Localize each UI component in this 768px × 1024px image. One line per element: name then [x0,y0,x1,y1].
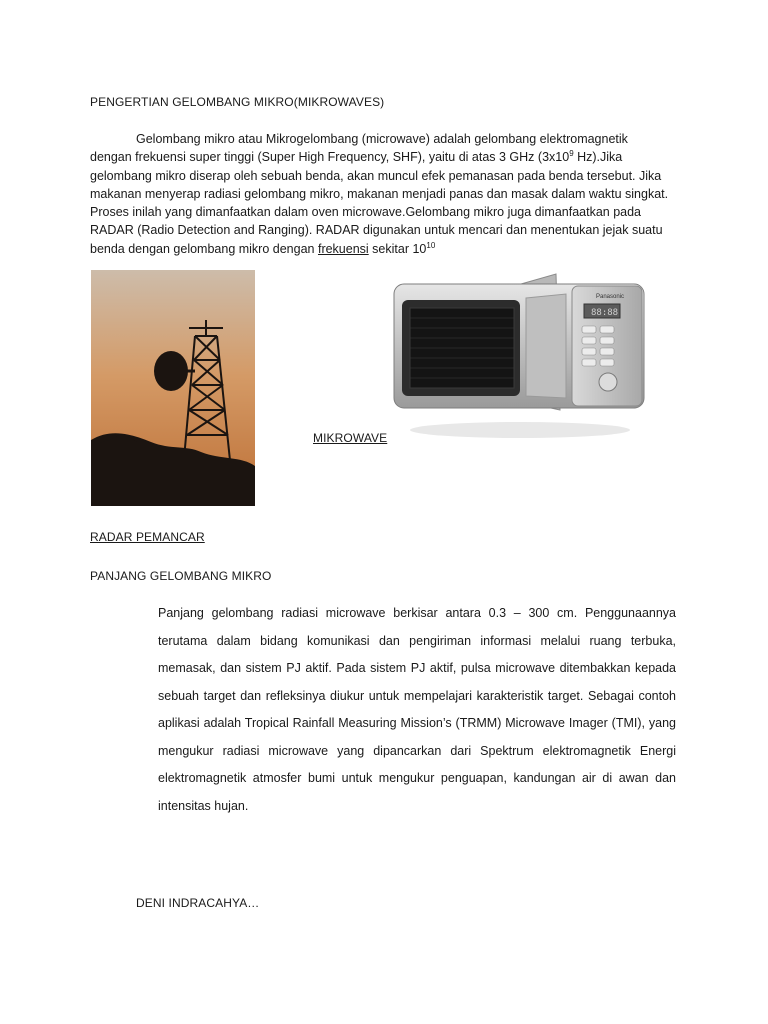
microwave-photo [390,270,650,442]
section-heading: PANJANG GELOMBANG MIKRO [90,569,272,583]
intro-paragraph [90,130,670,258]
radar-dish-icon [154,351,188,391]
microwave-display: 88:88 [591,308,619,318]
microwave-dial-icon [599,373,617,391]
microwave-brand: Panasonic [596,294,625,300]
microwave-caption: MIKROWAVE [313,431,388,445]
author-name: DENI INDRACAHYA… [136,896,260,910]
radar-caption: RADAR PEMANCAR [90,530,205,544]
frekuensi-link[interactable]: frekuensi [317,241,369,256]
radar-tower-photo [91,270,255,506]
microwave-illustration [390,270,650,442]
intro-text-1: Gelombang mikro atau Mikrogelombang (microwave) adalah gelombang elektromagnetik dengan frekuensi super tinggi (Super High Frequency, SHF), yaitu di atas 3 GHz (3x10 [90,132,628,165]
intro-text-2: Hz).Jika gelombang mikro diserap oleh sebuah benda, akan muncul efek pemanasan pada benda tersebut. Jika makanan menyerap radiasi gelombang mikro, makanan menjadi panas dan masak dalam waktu singkat. Proses inilah yang dimanfaatkan dalam oven microwave.Gelombang mikro juga dimanfaatkan pada RADAR (Radio Detection and Ranging). RADAR digunakan untuk mencari dan menentukan jejak suatu benda dengan gelombang mikro dengan [90,150,669,256]
document-title: PENGERTIAN GELOMBANG MIKRO(MIKROWAVES) [90,95,385,109]
intro-text-3: sekitar 10 [368,241,427,256]
radar-tower-illustration [91,270,255,506]
wavelength-paragraph: Panjang gelombang radiasi microwave berkisar antara 0.3 – 300 cm. Penggunaannya terutama dalam bidang komunikasi dan pengiriman informasi melalui ruang terbuka, memasak, dan sistem PJ aktif. Pada sistem PJ aktif, pulsa microwave ditembakkan kepada sebuah target dan refleksinya diukur untuk mempelajari karakteristik target. Sebagai contoh aplikasi adalah Tropical Rainfall Measuring Mission’s (TRMM) Microwave Imager (TMI), yang mengukur radiasi microwave yang dipancarkan dari Spektrum elektromagnetik Energi elektromagnetik atmosfer bumi untuk mengukur penguapan, kandungan air di awan dan intensitas hujan. [158,606,676,813]
exponent-10: 10 [426,240,436,250]
exponent-9: 9 [569,149,574,159]
